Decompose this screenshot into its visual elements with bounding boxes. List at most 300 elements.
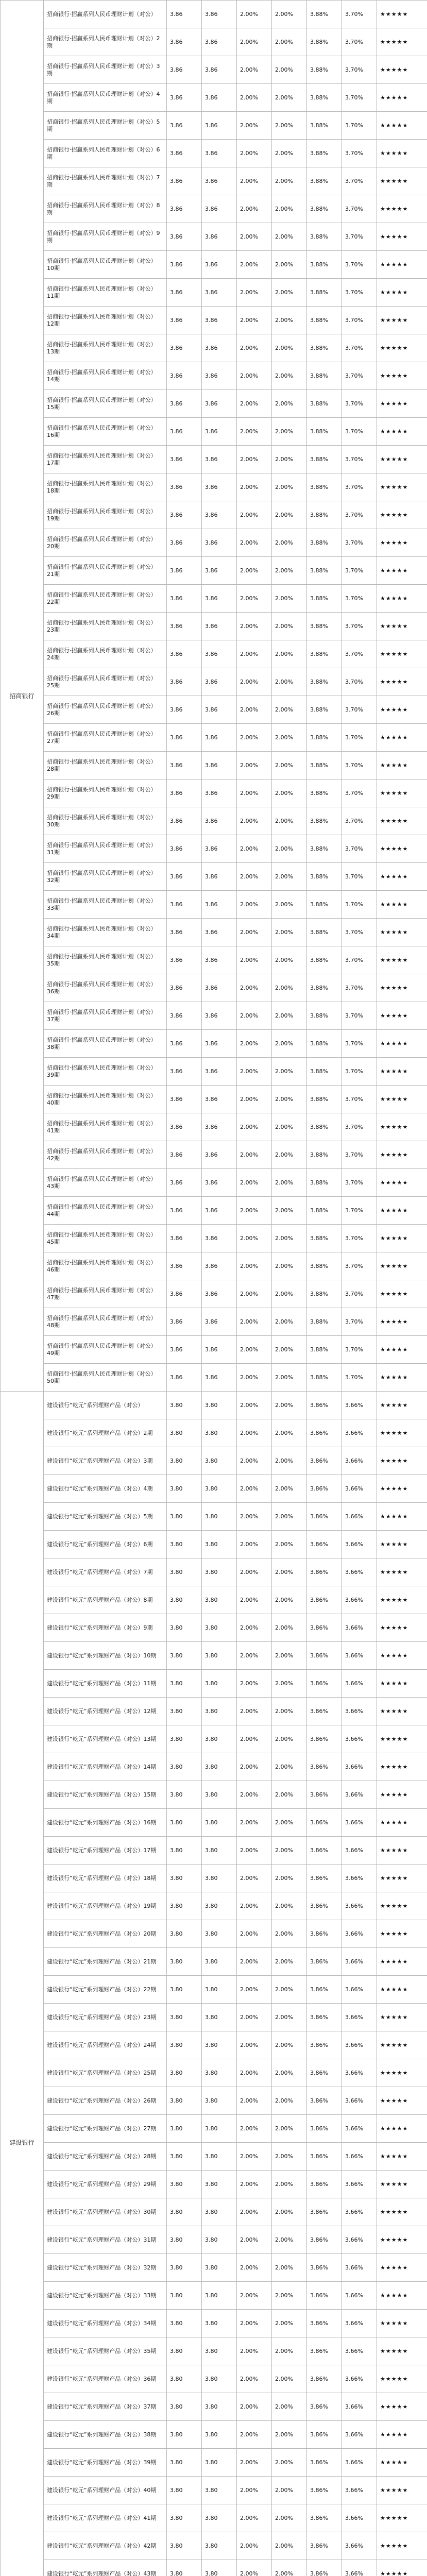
value-cell-4: 2.00% xyxy=(272,307,307,334)
value-cell-2: 3.86 xyxy=(202,362,237,390)
table-row xyxy=(1,2198,427,2226)
value-cell-5: 3.88% xyxy=(307,195,342,223)
product-name-cell: 招商银行·招赢系列人民币理财计划（对公）31期 xyxy=(44,835,167,863)
value-cell-4: 2.00% xyxy=(272,251,307,279)
product-name-cell: 招商银行·招赢系列人民币理财计划（对公）41期 xyxy=(44,1113,167,1141)
value-cell-6: 3.70% xyxy=(342,473,377,501)
rating-stars: ★★★★★ xyxy=(377,2560,427,2576)
value-cell-2: 3.86 xyxy=(202,1058,237,1086)
rating-stars: ★★★★★ xyxy=(377,1976,427,2004)
rating-stars: ★★★★★ xyxy=(377,807,427,835)
value-cell-4: 2.00% xyxy=(272,2254,307,2282)
value-cell-3: 2.00% xyxy=(237,863,272,891)
rating-stars: ★★★★★ xyxy=(377,2365,427,2393)
product-name-cell: 建设银行“乾元”系列理财产品（对公）13期 xyxy=(44,1725,167,1753)
value-cell-2: 3.80 xyxy=(202,1948,237,1976)
value-cell-6: 3.66% xyxy=(342,1670,377,1698)
table-row xyxy=(1,724,427,752)
table-row xyxy=(1,1,427,28)
table-row xyxy=(1,1809,427,1837)
value-cell-5: 3.88% xyxy=(307,752,342,779)
rating-stars: ★★★★★ xyxy=(377,1113,427,1141)
value-cell-5: 3.86% xyxy=(307,1475,342,1503)
value-cell-5: 3.86% xyxy=(307,1614,342,1642)
table-row xyxy=(1,1058,427,1086)
value-cell-4: 2.00% xyxy=(272,779,307,807)
value-cell-1: 3.80 xyxy=(167,2171,202,2198)
value-cell-2: 3.86 xyxy=(202,724,237,752)
value-cell-1: 3.86 xyxy=(167,863,202,891)
value-cell-5: 3.86% xyxy=(307,2477,342,2504)
rating-stars: ★★★★★ xyxy=(377,2115,427,2143)
rating-stars: ★★★★★ xyxy=(377,140,427,167)
product-name-cell: 招商银行·招赢系列人民币理财计划（对公）2期 xyxy=(44,28,167,56)
value-cell-4: 2.00% xyxy=(272,279,307,307)
value-cell-5: 3.86% xyxy=(307,2532,342,2560)
value-cell-5: 3.88% xyxy=(307,307,342,334)
product-name-cell: 建设银行“乾元”系列理财产品（对公）24期 xyxy=(44,2031,167,2059)
table-row xyxy=(1,1558,427,1586)
product-name-cell: 招商银行·招赢系列人民币理财计划（对公）32期 xyxy=(44,863,167,891)
value-cell-6: 3.66% xyxy=(342,2115,377,2143)
value-cell-4: 2.00% xyxy=(272,167,307,195)
value-cell-6: 3.66% xyxy=(342,2087,377,2115)
value-cell-5: 3.88% xyxy=(307,501,342,529)
value-cell-4: 2.00% xyxy=(272,919,307,946)
value-cell-1: 3.80 xyxy=(167,2477,202,2504)
value-cell-5: 3.88% xyxy=(307,279,342,307)
product-name-cell: 招商银行·招赢系列人民币理财计划（对公）29期 xyxy=(44,779,167,807)
value-cell-3: 2.00% xyxy=(237,696,272,724)
value-cell-3: 2.00% xyxy=(237,1976,272,2004)
value-cell-4: 2.00% xyxy=(272,2421,307,2449)
rating-stars: ★★★★★ xyxy=(377,2031,427,2059)
table-row xyxy=(1,1141,427,1169)
value-cell-1: 3.86 xyxy=(167,56,202,84)
product-name-cell: 建设银行“乾元”系列理财产品（对公）32期 xyxy=(44,2254,167,2282)
value-cell-2: 3.86 xyxy=(202,1,237,28)
value-cell-1: 3.86 xyxy=(167,919,202,946)
value-cell-2: 3.80 xyxy=(202,2421,237,2449)
value-cell-3: 2.00% xyxy=(237,84,272,112)
value-cell-2: 3.86 xyxy=(202,779,237,807)
rating-stars: ★★★★★ xyxy=(377,1614,427,1642)
value-cell-4: 2.00% xyxy=(272,668,307,696)
value-cell-1: 3.80 xyxy=(167,2282,202,2310)
value-cell-5: 3.86% xyxy=(307,2004,342,2031)
product-name-cell: 建设银行“乾元”系列理财产品（对公）30期 xyxy=(44,2198,167,2226)
value-cell-3: 2.00% xyxy=(237,752,272,779)
rating-stars: ★★★★★ xyxy=(377,2087,427,2115)
product-name-cell: 招商银行·招赢系列人民币理财计划（对公）11期 xyxy=(44,279,167,307)
table-row xyxy=(1,779,427,807)
rating-stars: ★★★★★ xyxy=(377,28,427,56)
value-cell-4: 2.00% xyxy=(272,1419,307,1447)
table-row xyxy=(1,2421,427,2449)
value-cell-5: 3.88% xyxy=(307,473,342,501)
product-name-cell: 建设银行“乾元”系列理财产品（对公）26期 xyxy=(44,2087,167,2115)
rating-stars: ★★★★★ xyxy=(377,974,427,1002)
table-row xyxy=(1,1948,427,1976)
value-cell-2: 3.80 xyxy=(202,2143,237,2171)
rating-stars: ★★★★★ xyxy=(377,1002,427,1030)
product-name-cell: 招商银行·招赢系列人民币理财计划（对公）34期 xyxy=(44,919,167,946)
value-cell-3: 2.00% xyxy=(237,2560,272,2576)
value-cell-6: 3.70% xyxy=(342,1197,377,1225)
value-cell-3: 2.00% xyxy=(237,2226,272,2254)
value-cell-3: 2.00% xyxy=(237,390,272,418)
product-name-cell: 建设银行“乾元”系列理财产品（对公）3期 xyxy=(44,1447,167,1475)
product-name-cell: 建设银行“乾元”系列理财产品（对公）34期 xyxy=(44,2310,167,2337)
value-cell-2: 3.86 xyxy=(202,974,237,1002)
value-cell-5: 3.88% xyxy=(307,1308,342,1336)
rating-stars: ★★★★★ xyxy=(377,779,427,807)
product-name-cell: 招商银行·招赢系列人民币理财计划（对公）23期 xyxy=(44,613,167,640)
product-name-cell: 招商银行·招赢系列人民币理财计划（对公）4期 xyxy=(44,84,167,112)
value-cell-6: 3.70% xyxy=(342,1308,377,1336)
value-cell-1: 3.86 xyxy=(167,891,202,919)
value-cell-6: 3.70% xyxy=(342,724,377,752)
value-cell-4: 2.00% xyxy=(272,2059,307,2087)
value-cell-3: 2.00% xyxy=(237,835,272,863)
value-cell-3: 2.00% xyxy=(237,1197,272,1225)
value-cell-5: 3.88% xyxy=(307,334,342,362)
value-cell-5: 3.88% xyxy=(307,696,342,724)
value-cell-6: 3.70% xyxy=(342,529,377,557)
value-cell-5: 3.86% xyxy=(307,2198,342,2226)
table-row xyxy=(1,1725,427,1753)
value-cell-3: 2.00% xyxy=(237,1141,272,1169)
table-row xyxy=(1,1865,427,1892)
value-cell-6: 3.66% xyxy=(342,2031,377,2059)
value-cell-4: 2.00% xyxy=(272,2031,307,2059)
product-name-cell: 招商银行·招赢系列人民币理财计划（对公）16期 xyxy=(44,418,167,446)
value-cell-3: 2.00% xyxy=(237,1392,272,1419)
value-cell-1: 3.80 xyxy=(167,2198,202,2226)
rating-stars: ★★★★★ xyxy=(377,195,427,223)
value-cell-5: 3.88% xyxy=(307,28,342,56)
value-cell-2: 3.80 xyxy=(202,1781,237,1809)
value-cell-2: 3.86 xyxy=(202,418,237,446)
value-cell-4: 2.00% xyxy=(272,1030,307,1058)
table-row xyxy=(1,2087,427,2115)
value-cell-2: 3.86 xyxy=(202,1030,237,1058)
table-row xyxy=(1,919,427,946)
value-cell-6: 3.70% xyxy=(342,390,377,418)
table-row xyxy=(1,1976,427,2004)
value-cell-4: 2.00% xyxy=(272,1113,307,1141)
value-cell-1: 3.86 xyxy=(167,223,202,251)
value-cell-5: 3.86% xyxy=(307,1892,342,1920)
value-cell-4: 2.00% xyxy=(272,1169,307,1197)
value-cell-5: 3.86% xyxy=(307,1670,342,1698)
product-name-cell: 招商银行·招赢系列人民币理财计划（对公）13期 xyxy=(44,334,167,362)
product-name-cell: 建设银行“乾元”系列理财产品（对公）37期 xyxy=(44,2393,167,2421)
rating-stars: ★★★★★ xyxy=(377,1753,427,1781)
table-row xyxy=(1,807,427,835)
table-row xyxy=(1,946,427,974)
value-cell-4: 2.00% xyxy=(272,1642,307,1670)
value-cell-1: 3.86 xyxy=(167,807,202,835)
value-cell-2: 3.86 xyxy=(202,1086,237,1113)
value-cell-2: 3.80 xyxy=(202,2310,237,2337)
table-row xyxy=(1,473,427,501)
value-cell-2: 3.86 xyxy=(202,1002,237,1030)
value-cell-3: 2.00% xyxy=(237,919,272,946)
value-cell-6: 3.66% xyxy=(342,1892,377,1920)
rating-stars: ★★★★★ xyxy=(377,223,427,251)
rating-stars: ★★★★★ xyxy=(377,390,427,418)
value-cell-5: 3.88% xyxy=(307,724,342,752)
value-cell-6: 3.70% xyxy=(342,1364,377,1392)
value-cell-3: 2.00% xyxy=(237,613,272,640)
value-cell-2: 3.80 xyxy=(202,2282,237,2310)
value-cell-5: 3.86% xyxy=(307,2171,342,2198)
value-cell-4: 2.00% xyxy=(272,1252,307,1280)
value-cell-6: 3.70% xyxy=(342,919,377,946)
value-cell-5: 3.88% xyxy=(307,390,342,418)
value-cell-5: 3.88% xyxy=(307,167,342,195)
table-row xyxy=(1,28,427,56)
table-row xyxy=(1,668,427,696)
value-cell-6: 3.70% xyxy=(342,307,377,334)
product-name-cell: 招商银行·招赢系列人民币理财计划（对公）18期 xyxy=(44,473,167,501)
value-cell-4: 2.00% xyxy=(272,1197,307,1225)
value-cell-3: 2.00% xyxy=(237,112,272,140)
value-cell-6: 3.70% xyxy=(342,779,377,807)
rating-stars: ★★★★★ xyxy=(377,251,427,279)
product-name-cell: 建设银行“乾元”系列理财产品（对公）21期 xyxy=(44,1948,167,1976)
product-name-cell: 招商银行·招赢系列人民币理财计划（对公）33期 xyxy=(44,891,167,919)
value-cell-5: 3.86% xyxy=(307,1837,342,1865)
value-cell-4: 2.00% xyxy=(272,1447,307,1475)
rating-stars: ★★★★★ xyxy=(377,1058,427,1086)
value-cell-4: 2.00% xyxy=(272,2115,307,2143)
value-cell-3: 2.00% xyxy=(237,334,272,362)
value-cell-2: 3.80 xyxy=(202,2171,237,2198)
value-cell-4: 2.00% xyxy=(272,1753,307,1781)
value-cell-5: 3.88% xyxy=(307,56,342,84)
value-cell-6: 3.66% xyxy=(342,2477,377,2504)
value-cell-2: 3.86 xyxy=(202,56,237,84)
value-cell-2: 3.86 xyxy=(202,946,237,974)
value-cell-2: 3.80 xyxy=(202,1670,237,1698)
value-cell-4: 2.00% xyxy=(272,1308,307,1336)
table-row xyxy=(1,863,427,891)
value-cell-4: 2.00% xyxy=(272,2226,307,2254)
product-name-cell: 招商银行·招赢系列人民币理财计划（对公）12期 xyxy=(44,307,167,334)
value-cell-3: 2.00% xyxy=(237,2115,272,2143)
value-cell-5: 3.88% xyxy=(307,835,342,863)
value-cell-5: 3.88% xyxy=(307,1252,342,1280)
product-name-cell: 建设银行“乾元”系列理财产品（对公）29期 xyxy=(44,2171,167,2198)
value-cell-2: 3.86 xyxy=(202,223,237,251)
table-row xyxy=(1,446,427,473)
value-cell-4: 2.00% xyxy=(272,807,307,835)
value-cell-5: 3.86% xyxy=(307,1531,342,1558)
value-cell-1: 3.80 xyxy=(167,1392,202,1419)
value-cell-3: 2.00% xyxy=(237,279,272,307)
table-row xyxy=(1,307,427,334)
value-cell-1: 3.86 xyxy=(167,390,202,418)
value-cell-6: 3.70% xyxy=(342,418,377,446)
value-cell-1: 3.80 xyxy=(167,2449,202,2477)
value-cell-4: 2.00% xyxy=(272,1725,307,1753)
rating-stars: ★★★★★ xyxy=(377,1169,427,1197)
value-cell-5: 3.88% xyxy=(307,1364,342,1392)
table-row xyxy=(1,2059,427,2087)
value-cell-6: 3.66% xyxy=(342,2171,377,2198)
value-cell-3: 2.00% xyxy=(237,2004,272,2031)
product-name-cell: 招商银行·招赢系列人民币理财计划（对公）21期 xyxy=(44,557,167,585)
table-row xyxy=(1,2393,427,2421)
value-cell-6: 3.70% xyxy=(342,1225,377,1252)
value-cell-3: 2.00% xyxy=(237,2059,272,2087)
product-name-cell: 招商银行·招赢系列人民币理财计划（对公）36期 xyxy=(44,974,167,1002)
rating-stars: ★★★★★ xyxy=(377,167,427,195)
value-cell-1: 3.80 xyxy=(167,1698,202,1725)
product-name-cell: 建设银行“乾元”系列理财产品（对公）4期 xyxy=(44,1475,167,1503)
product-name-cell: 建设银行“乾元”系列理财产品（对公）28期 xyxy=(44,2143,167,2171)
value-cell-1: 3.80 xyxy=(167,1475,202,1503)
value-cell-6: 3.66% xyxy=(342,1865,377,1892)
rating-stars: ★★★★★ xyxy=(377,334,427,362)
value-cell-6: 3.70% xyxy=(342,1169,377,1197)
rating-stars: ★★★★★ xyxy=(377,2254,427,2282)
product-name-cell: 建设银行“乾元”系列理财产品（对公）20期 xyxy=(44,1920,167,1948)
value-cell-5: 3.88% xyxy=(307,613,342,640)
value-cell-1: 3.86 xyxy=(167,1197,202,1225)
product-name-cell: 建设银行“乾元”系列理财产品（对公）40期 xyxy=(44,2477,167,2504)
value-cell-1: 3.86 xyxy=(167,84,202,112)
value-cell-3: 2.00% xyxy=(237,2504,272,2532)
rating-stars: ★★★★★ xyxy=(377,1030,427,1058)
value-cell-5: 3.86% xyxy=(307,2143,342,2171)
table-row xyxy=(1,334,427,362)
rating-stars: ★★★★★ xyxy=(377,919,427,946)
product-name-cell: 招商银行·招赢系列人民币理财计划（对公）49期 xyxy=(44,1336,167,1364)
table-row xyxy=(1,891,427,919)
value-cell-6: 3.66% xyxy=(342,1642,377,1670)
rating-stars: ★★★★★ xyxy=(377,1392,427,1419)
value-cell-2: 3.86 xyxy=(202,307,237,334)
value-cell-4: 2.00% xyxy=(272,1475,307,1503)
value-cell-6: 3.66% xyxy=(342,1781,377,1809)
value-cell-4: 2.00% xyxy=(272,362,307,390)
value-cell-6: 3.66% xyxy=(342,2560,377,2576)
value-cell-2: 3.86 xyxy=(202,1280,237,1308)
value-cell-5: 3.86% xyxy=(307,1447,342,1475)
value-cell-3: 2.00% xyxy=(237,1642,272,1670)
product-name-cell: 建设银行“乾元”系列理财产品（对公）41期 xyxy=(44,2504,167,2532)
value-cell-1: 3.86 xyxy=(167,752,202,779)
table-row xyxy=(1,529,427,557)
rating-stars: ★★★★★ xyxy=(377,112,427,140)
value-cell-4: 2.00% xyxy=(272,84,307,112)
value-cell-2: 3.86 xyxy=(202,640,237,668)
value-cell-5: 3.86% xyxy=(307,1558,342,1586)
value-cell-6: 3.70% xyxy=(342,752,377,779)
rating-stars: ★★★★★ xyxy=(377,2393,427,2421)
value-cell-6: 3.66% xyxy=(342,1920,377,1948)
value-cell-2: 3.80 xyxy=(202,2059,237,2087)
value-cell-1: 3.80 xyxy=(167,1809,202,1837)
rating-stars: ★★★★★ xyxy=(377,529,427,557)
product-name-cell: 建设银行“乾元”系列理财产品（对公）14期 xyxy=(44,1753,167,1781)
value-cell-1: 3.80 xyxy=(167,2059,202,2087)
rating-stars: ★★★★★ xyxy=(377,891,427,919)
product-name-cell: 招商银行·招赢系列人民币理财计划（对公）46期 xyxy=(44,1252,167,1280)
value-cell-4: 2.00% xyxy=(272,2504,307,2532)
value-cell-1: 3.80 xyxy=(167,2365,202,2393)
value-cell-1: 3.86 xyxy=(167,1336,202,1364)
value-cell-4: 2.00% xyxy=(272,334,307,362)
value-cell-3: 2.00% xyxy=(237,140,272,167)
table-row xyxy=(1,1670,427,1698)
table-row xyxy=(1,1447,427,1475)
value-cell-3: 2.00% xyxy=(237,167,272,195)
value-cell-6: 3.70% xyxy=(342,1252,377,1280)
value-cell-2: 3.80 xyxy=(202,1642,237,1670)
value-cell-1: 3.86 xyxy=(167,195,202,223)
value-cell-3: 2.00% xyxy=(237,1586,272,1614)
value-cell-2: 3.80 xyxy=(202,1809,237,1837)
value-cell-3: 2.00% xyxy=(237,1475,272,1503)
table-row xyxy=(1,279,427,307)
value-cell-2: 3.86 xyxy=(202,251,237,279)
table-row xyxy=(1,1280,427,1308)
value-cell-1: 3.80 xyxy=(167,2031,202,2059)
table-row xyxy=(1,1419,427,1447)
value-cell-5: 3.88% xyxy=(307,557,342,585)
table-row xyxy=(1,2560,427,2576)
value-cell-6: 3.70% xyxy=(342,891,377,919)
rating-stars: ★★★★★ xyxy=(377,1586,427,1614)
value-cell-3: 2.00% xyxy=(237,1225,272,1252)
rating-stars: ★★★★★ xyxy=(377,1503,427,1531)
rating-stars: ★★★★★ xyxy=(377,1,427,28)
value-cell-5: 3.88% xyxy=(307,140,342,167)
value-cell-4: 2.00% xyxy=(272,1976,307,2004)
rating-stars: ★★★★★ xyxy=(377,1336,427,1364)
value-cell-5: 3.86% xyxy=(307,1698,342,1725)
value-cell-5: 3.86% xyxy=(307,1948,342,1976)
value-cell-2: 3.80 xyxy=(202,2365,237,2393)
value-cell-3: 2.00% xyxy=(237,1725,272,1753)
value-cell-6: 3.66% xyxy=(342,2337,377,2365)
product-name-cell: 建设银行“乾元”系列理财产品（对公）12期 xyxy=(44,1698,167,1725)
value-cell-1: 3.86 xyxy=(167,779,202,807)
value-cell-1: 3.80 xyxy=(167,2421,202,2449)
rating-stars: ★★★★★ xyxy=(377,1725,427,1753)
value-cell-1: 3.80 xyxy=(167,1948,202,1976)
rating-stars: ★★★★★ xyxy=(377,1642,427,1670)
product-name-cell: 招商银行·招赢系列人民币理财计划（对公）17期 xyxy=(44,446,167,473)
value-cell-4: 2.00% xyxy=(272,946,307,974)
value-cell-3: 2.00% xyxy=(237,1614,272,1642)
value-cell-5: 3.86% xyxy=(307,1503,342,1531)
value-cell-3: 2.00% xyxy=(237,974,272,1002)
value-cell-3: 2.00% xyxy=(237,501,272,529)
value-cell-3: 2.00% xyxy=(237,1280,272,1308)
value-cell-1: 3.86 xyxy=(167,307,202,334)
value-cell-1: 3.80 xyxy=(167,1837,202,1865)
table-row xyxy=(1,1002,427,1030)
value-cell-1: 3.80 xyxy=(167,2087,202,2115)
value-cell-6: 3.66% xyxy=(342,2532,377,2560)
value-cell-4: 2.00% xyxy=(272,1336,307,1364)
value-cell-5: 3.86% xyxy=(307,2059,342,2087)
